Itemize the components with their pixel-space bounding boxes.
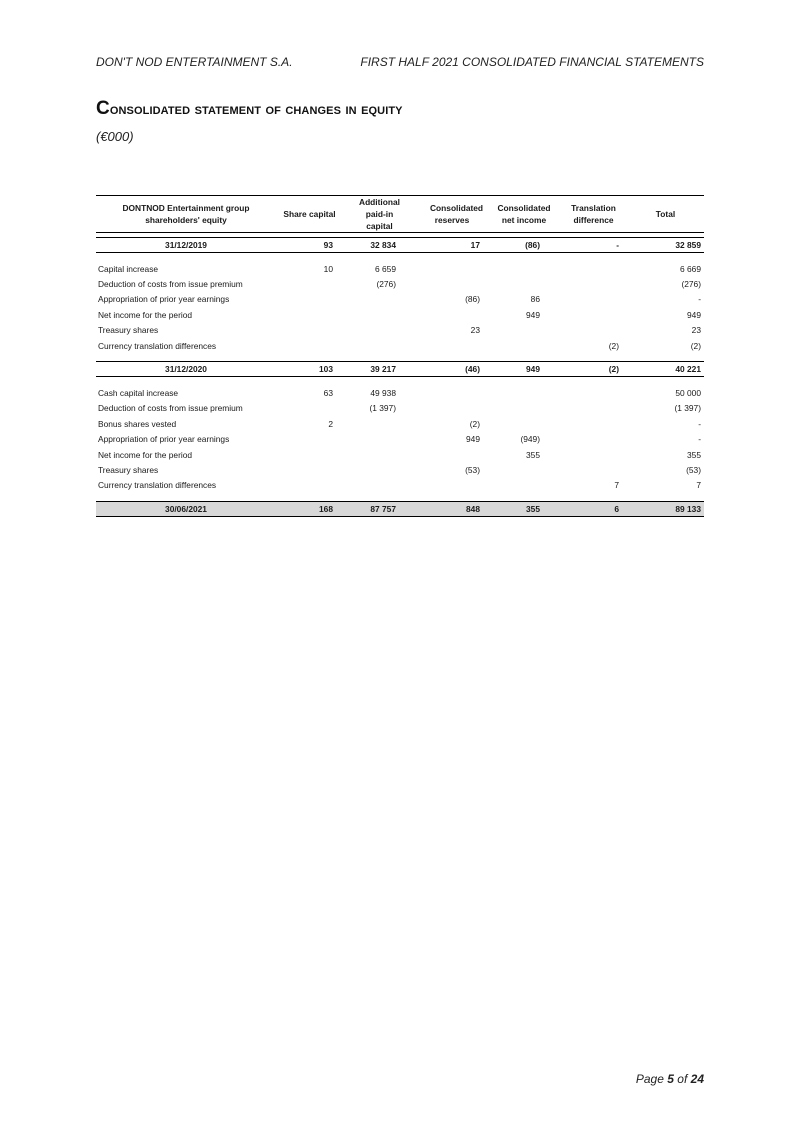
page-of: of: [677, 1072, 688, 1086]
translation-difference-cell: [560, 447, 627, 462]
translation-difference-cell: [560, 401, 627, 416]
total-cell: (2): [690, 340, 701, 351]
page-prefix: Page: [635, 1072, 664, 1086]
consolidated-reserves-cell: (46): [416, 362, 488, 377]
translation-difference-cell: [560, 323, 627, 338]
total-cell: -: [698, 434, 701, 445]
table-row: [96, 338, 704, 353]
row-label: Treasury shares: [98, 464, 159, 475]
unit-label: (€000): [96, 129, 134, 144]
row-label: Bonus shares vested: [98, 418, 177, 429]
consolidated-reserves-cell: [416, 447, 488, 462]
total-cell: -: [698, 418, 701, 429]
consolidated-net-income-cell: [488, 401, 560, 416]
additional-paid-in-cell: 39 217: [343, 362, 416, 377]
consolidated-net-income-cell: 949: [526, 309, 540, 320]
column-header-share-capital: Share capital: [276, 196, 343, 233]
translation-difference-cell: [560, 307, 627, 322]
additional-paid-in-cell: [343, 307, 416, 322]
consolidated-net-income-cell: [488, 276, 560, 291]
additional-paid-in-cell: [343, 292, 416, 307]
additional-paid-in-cell: [343, 416, 416, 431]
share-capital-cell: 10: [323, 263, 333, 274]
table-row: [96, 478, 704, 493]
consolidated-net-income-cell: [488, 385, 560, 400]
total-pages: 24: [690, 1072, 704, 1086]
consolidated-net-income-cell: [488, 338, 560, 353]
table-row: [96, 401, 704, 416]
consolidated-net-income-cell: 86: [530, 294, 540, 305]
total-cell: -: [698, 294, 701, 305]
consolidated-reserves-cell: [416, 478, 488, 493]
additional-paid-in-cell: [343, 462, 416, 477]
share-capital-cell: [276, 307, 343, 322]
table-row: [96, 447, 704, 462]
additional-paid-in-cell: (1 397): [369, 403, 396, 414]
table-row: [96, 292, 704, 307]
share-capital-cell: 103: [276, 362, 343, 377]
translation-difference-cell: [560, 261, 627, 276]
page-title: Consolidated statement of changes in equity: [96, 98, 403, 119]
row-label: Cash capital increase: [98, 388, 179, 399]
translation-difference-cell: 6: [560, 502, 627, 517]
table-row: [96, 432, 704, 447]
row-label: Deduction of costs from issue premium: [98, 279, 243, 290]
row-label: Currency translation differences: [98, 480, 217, 491]
consolidated-net-income-cell: 949: [488, 362, 560, 377]
total-cell: 23: [691, 325, 701, 336]
translation-difference-cell: [560, 276, 627, 291]
total-cell: 89 133: [627, 502, 704, 517]
column-header-translation-difference: Translation difference: [560, 196, 627, 233]
consolidated-reserves-cell: [416, 276, 488, 291]
translation-difference-cell: (2): [560, 362, 627, 377]
consolidated-net-income-cell: [488, 462, 560, 477]
additional-paid-in-cell: (276): [376, 279, 396, 290]
consolidated-net-income-cell: [488, 323, 560, 338]
row-label: Currency translation differences: [98, 340, 217, 351]
share-capital-cell: [276, 276, 343, 291]
translation-difference-cell: [560, 292, 627, 307]
table-row: [96, 323, 704, 338]
consolidated-reserves-cell: [416, 307, 488, 322]
additional-paid-in-cell: [343, 478, 416, 493]
translation-difference-cell: (2): [608, 340, 619, 351]
additional-paid-in-cell: 49 938: [370, 388, 396, 399]
share-capital-cell: [276, 432, 343, 447]
table-row: [96, 261, 704, 276]
header-company: DON'T NOD ENTERTAINMENT S.A.: [96, 55, 293, 69]
share-capital-cell: [276, 323, 343, 338]
column-header-additional-paid-in: Additional paid-in capital: [343, 196, 416, 233]
translation-difference-cell: [560, 416, 627, 431]
consolidated-net-income-cell: [488, 416, 560, 431]
additional-paid-in-cell: 87 757: [343, 502, 416, 517]
share-capital-cell: 93: [276, 238, 343, 253]
consolidated-reserves-cell: [416, 338, 488, 353]
share-capital-cell: [276, 292, 343, 307]
consolidated-net-income-cell: 355: [526, 449, 540, 460]
share-capital-cell: 2: [328, 418, 333, 429]
consolidated-net-income-cell: (949): [520, 434, 540, 445]
additional-paid-in-cell: [343, 323, 416, 338]
balance-row-2019: [96, 238, 704, 253]
column-header-consolidated-reserves: Consolidated reserves: [416, 196, 488, 233]
total-cell: 949: [687, 309, 701, 320]
consolidated-reserves-cell: 17: [416, 238, 488, 253]
row-label: Treasury shares: [98, 325, 159, 336]
additional-paid-in-cell: [343, 338, 416, 353]
balance-row-2021: [96, 502, 704, 517]
table-row: [96, 462, 704, 477]
total-cell: (1 397): [674, 403, 701, 414]
total-cell: (276): [681, 279, 701, 290]
consolidated-reserves-cell: [416, 261, 488, 276]
column-header-label: DONTNOD Entertainment group shareholders' equity: [96, 196, 276, 233]
equity-table: [96, 195, 704, 517]
table-row: [96, 307, 704, 322]
consolidated-net-income-cell: 355: [488, 502, 560, 517]
balance-date: 31/12/2020: [96, 362, 276, 377]
consolidated-reserves-cell: (86): [465, 294, 480, 305]
total-cell: 40 221: [627, 362, 704, 377]
row-label: Net income for the period: [98, 449, 193, 460]
share-capital-cell: 63: [323, 388, 333, 399]
share-capital-cell: [276, 447, 343, 462]
additional-paid-in-cell: [343, 432, 416, 447]
row-label: Capital increase: [98, 263, 159, 274]
consolidated-reserves-cell: [416, 401, 488, 416]
share-capital-cell: [276, 478, 343, 493]
share-capital-cell: [276, 338, 343, 353]
additional-paid-in-cell: 32 834: [343, 238, 416, 253]
consolidated-reserves-cell: 848: [416, 502, 488, 517]
balance-date: 31/12/2019: [96, 238, 276, 253]
total-cell: 6 669: [680, 263, 701, 274]
consolidated-net-income-cell: [488, 261, 560, 276]
total-cell: 355: [687, 449, 701, 460]
table-row: [96, 385, 704, 400]
total-cell: 50 000: [675, 388, 701, 399]
consolidated-reserves-cell: 949: [466, 434, 480, 445]
translation-difference-cell: 7: [614, 480, 619, 491]
column-header-consolidated-net-income: Consolidated net income: [488, 196, 560, 233]
translation-difference-cell: [560, 385, 627, 400]
total-cell: 32 859: [627, 238, 704, 253]
table-row: [96, 276, 704, 291]
consolidated-net-income-cell: [488, 478, 560, 493]
total-cell: 7: [696, 480, 701, 491]
translation-difference-cell: [560, 462, 627, 477]
row-label: Appropriation of prior year earnings: [98, 434, 230, 445]
consolidated-reserves-cell: (53): [465, 464, 480, 475]
row-label: Appropriation of prior year earnings: [98, 294, 230, 305]
consolidated-reserves-cell: [416, 385, 488, 400]
header-document-title: FIRST HALF 2021 CONSOLIDATED FINANCIAL STATEMENTS: [360, 55, 704, 69]
share-capital-cell: [276, 462, 343, 477]
balance-row-2020: [96, 362, 704, 377]
row-label: Deduction of costs from issue premium: [98, 403, 243, 414]
consolidated-reserves-cell: (2): [469, 418, 480, 429]
consolidated-net-income-cell: (86): [488, 238, 560, 253]
translation-difference-cell: -: [560, 238, 627, 253]
share-capital-cell: 168: [276, 502, 343, 517]
consolidated-reserves-cell: 23: [470, 325, 480, 336]
additional-paid-in-cell: 6 659: [375, 263, 396, 274]
table-row: [96, 416, 704, 431]
balance-date: 30/06/2021: [96, 502, 276, 517]
share-capital-cell: [276, 401, 343, 416]
row-label: Net income for the period: [98, 309, 193, 320]
total-cell: (53): [686, 464, 701, 475]
translation-difference-cell: [560, 432, 627, 447]
additional-paid-in-cell: [343, 447, 416, 462]
page-number: [636, 1072, 704, 1086]
column-header-total: Total: [627, 196, 704, 233]
current-page: 5: [667, 1072, 674, 1086]
